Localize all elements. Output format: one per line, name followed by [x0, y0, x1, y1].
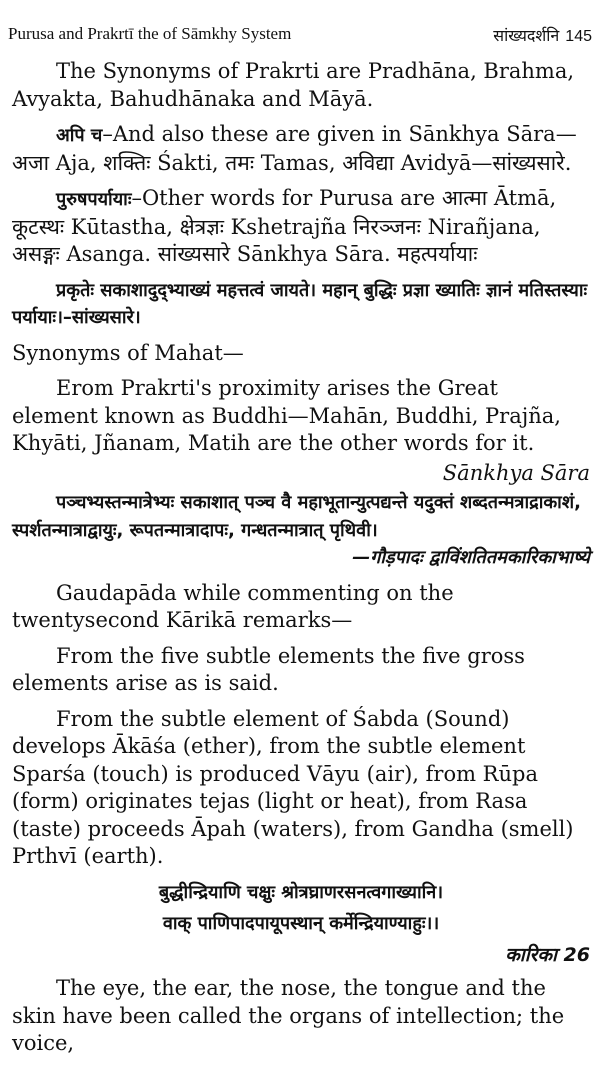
paragraph-purusa-synonyms — [12, 185, 590, 269]
verse-line-2: वाक् पाणिपादपायूपस्थान् कर्मेन्द्रियाण्याहुः।। — [162, 913, 440, 934]
page-body — [12, 58, 590, 1066]
api-ca-heading: अपि च — [56, 125, 103, 146]
purusa-paryaya-heading: पुरुषपर्यायाः — [56, 189, 132, 210]
paragraph-prakrti-synonyms: The Synonyms of Prakrti are Pradhāna, Brahma, Avyakta, Bahudhānaka and Māyā. — [12, 59, 575, 111]
section-name: सांख्यदर्शनि — [493, 26, 560, 45]
citation-gaudapada: —गौड़पादः द्वाविंशतितमकारिकाभाष्ये — [352, 547, 590, 568]
paragraph-mahat-heading: Synonyms of Mahat— — [12, 340, 244, 365]
chapter-title: Purusa and Prakrtī the of Sāmkhy System — [8, 24, 292, 43]
paragraph-organs: The eye, the ear, the nose, the tongue and the skin have been called the organs of intellection; the voice, — [12, 976, 565, 1055]
sanskrit-gaudapada-passage: पञ्चभ्यस्तन्मात्रेभ्यः सकाशात् पञ्च वै महाभूतान्युत्पद्यन्ते यदुक्तं शब्दतन्मत्राद्राकाशं, स्पर्शतन्मात्राद्वायुः, रूपतन्मात्रादापः, गन्धतन्मात्रात् पृथिवी। — [12, 492, 581, 541]
source-sankhya-sara: Sānkhya Sāra — [442, 460, 590, 485]
paragraph-gaudapada: Gaudapāda while commenting on the twentysecond Kārikā remarks— — [12, 580, 454, 632]
section-title — [493, 24, 592, 46]
verse-source: कारिका 26 — [505, 943, 590, 966]
verse-line-1: बुद्धीन्द्रियाणि चक्षुः श्रोत्रघ्राणरसनत्वगाख्यानि। — [158, 881, 444, 903]
paragraph-sankhya-sara-text: –And also these are given in Sānkhya Sāra— अजा Aja, शक्तिः Śakti, तमः Tamas, अविद्या Avidyā—सांख्यसारे. — [12, 122, 577, 175]
paragraph-subtle-elements: From the subtle element of Śabda (Sound) develops Ākāśa (ether), from the subtle element Sparśa (touch) is produced Vāyu (air), from Rūpa (form) originates tejas (light or heat), from Rasa (taste) proceeds Āpah (waters), from Gandha (smell) Prthvī (earth). — [12, 706, 574, 868]
running-header — [8, 24, 592, 46]
page-number: 145 — [565, 28, 592, 45]
paragraph-mahat-explanation: Erom Prakrti's proximity arises the Great element known as Buddhi—Mahān, Buddhi, Prajña, Khyāti, Jñanam, Matih are the other words for it. — [12, 376, 561, 455]
paragraph-purusa-synonyms-text: –Other words for Purusa are आत्मा Ātmā, कूटस्थः Kūtastha, क्षेत्रज्ञः Kshetrajña निरञ्जनः Nirañjana, असङ्गः Asanga. सांख्यसारे Sānkhya Sāra. महत्पर्यायाः — [12, 186, 557, 266]
paragraph-five-elements: From the five subtle elements the five gross elements arise as is said. — [12, 643, 525, 695]
paragraph-sankhya-sara — [12, 121, 590, 177]
sanskrit-mahat-passage: प्रकृतेः सकाशादुद्भ्याख्यं महत्तत्वं जायते। महान् बुद्धिः प्रज्ञा ख्यातिः ज्ञानं मतिस्तस्याः पर्यायाः।–सांख्यसारे। — [12, 279, 588, 328]
